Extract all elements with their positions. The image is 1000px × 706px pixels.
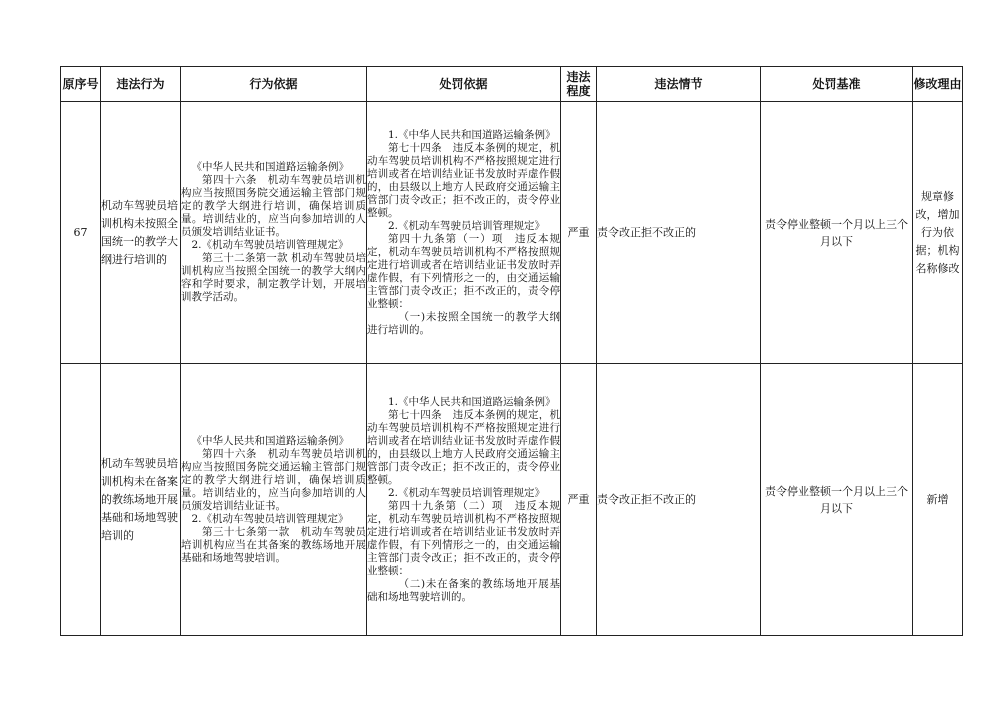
header-standard: 处罚基准 — [761, 67, 913, 102]
penalty-standard: 责令停业整顿一个月以上三个月以下 — [761, 102, 913, 364]
header-no: 原序号 — [61, 67, 101, 102]
penalty-standard: 责令停业整顿一个月以上三个月以下 — [761, 364, 913, 636]
penalty-line: 2.《机动车驾驶员培训管理规定》 — [388, 219, 546, 232]
penalty-line: 第四十九条第（一）项 违反本规定，机动车驾驶员培训机构不严格按照规定进行培训或者在培训结业证书发放时弄虚作假，有下列情形之一的，由交通运输主管部门责令改正；拒不改正的，责令停业整顿： — [367, 232, 560, 310]
penalty-line: 第四十九条第（二）项 违反本规定，机动车驾驶员培训机构不严格按照规定进行培训或者在培训结业证书发放时弄虚作假，有下列情形之一的，由交通运输主管部门责令改正；拒不改正的，责令停业整顿： — [367, 499, 560, 577]
penalty-line: 第七十四条 违反本条例的规定，机动车驾驶员培训机构不严格按照规定进行培训或者在培训结业证书发放时弄虚作假的，由县级以上地方人民政府交通运输主管部门责令改正；拒不改正的，责令停业整顿。 — [367, 141, 560, 219]
header-reason: 修改理由 — [913, 67, 963, 102]
violation-circumstance: 责令改正拒不改正的 — [597, 102, 761, 364]
header-row — [61, 67, 963, 102]
table-row — [61, 102, 963, 364]
modification-reason: 规章修改，增加行为依据；机构名称修改 — [913, 102, 963, 364]
header-basis: 行为依据 — [181, 67, 367, 102]
violation-degree: 严重 — [561, 102, 597, 364]
penalty-line: （二)未在备案的教练场地开展基础和场地驾驶培训的。 — [367, 577, 560, 603]
basis-line: 第三十七条第一款 机动车驾驶员培训机构应当在其备案的教练场地开展基础和场地驾驶培训。 — [181, 525, 366, 564]
penalty-line: 1.《中华人民共和国道路运输条例》 — [388, 395, 556, 408]
penalty-basis — [367, 364, 561, 636]
violation-act: 机动车驾驶员培训机构未按照全国统一的教学大纲进行培训的 — [101, 102, 181, 364]
header-circumstance: 违法情节 — [597, 67, 761, 102]
row-number: 67 — [61, 102, 101, 364]
conduct-basis — [181, 364, 367, 636]
penalty-line: （一)未按照全国统一的教学大纲进行培训的。 — [367, 310, 560, 336]
header-act: 违法行为 — [101, 67, 181, 102]
basis-line: 《中华人民共和国道路运输条例》 — [191, 161, 349, 173]
violation-circumstance: 责令改正拒不改正的 — [597, 364, 761, 636]
penalty-basis — [367, 102, 561, 364]
basis-line: 第三十二条第一款 机动车驾驶员培训机构应当按照全国统一的教学大纲内容和学时要求，制定教学计划，开展培训教学活动。 — [181, 252, 366, 303]
row-number — [61, 364, 101, 636]
penalty-line: 第七十四条 违反本条例的规定，机动车驾驶员培训机构不严格按照规定进行培训或者在培训结业证书发放时弄虚作假的，由县级以上地方人民政府交通运输主管部门责令改正；拒不改正的，责令停业整顿。 — [367, 408, 560, 486]
conduct-basis — [181, 102, 367, 364]
header-degree: 违法程度 — [561, 67, 597, 102]
table-row — [61, 364, 963, 636]
basis-line: 《中华人民共和国道路运输条例》 — [191, 434, 349, 447]
basis-line: 第四十六条 机动车驾驶员培训机构应当按照国务院交通运输主管部门规定的教学大纲进行培训，确保培训质量。培训结业的，应当向参加培训的人员颁发培训结业证书。 — [181, 447, 366, 512]
basis-line: 2.《机动车驾驶员培训管理规定》 — [191, 512, 349, 525]
violation-degree: 严重 — [561, 364, 597, 636]
penalty-standard-table — [60, 66, 963, 636]
basis-line: 2.《机动车驾驶员培训管理规定》 — [191, 239, 349, 251]
header-penalty: 处罚依据 — [367, 67, 561, 102]
penalty-line: 2.《机动车驾驶员培训管理规定》 — [388, 486, 546, 499]
modification-reason: 新增 — [913, 364, 963, 636]
basis-line: 第四十六条 机动车驾驶员培训机构应当按照国务院交通运输主管部门规定的教学大纲进行培训，确保培训质量。培训结业的，应当向参加培训的人员颁发培训结业证书。 — [181, 174, 366, 238]
penalty-line: 1.《中华人民共和国道路运输条例》 — [388, 128, 556, 141]
violation-act: 机动车驾驶员培训机构未在备案的教练场地开展基础和场地驾驶培训的 — [101, 364, 181, 636]
